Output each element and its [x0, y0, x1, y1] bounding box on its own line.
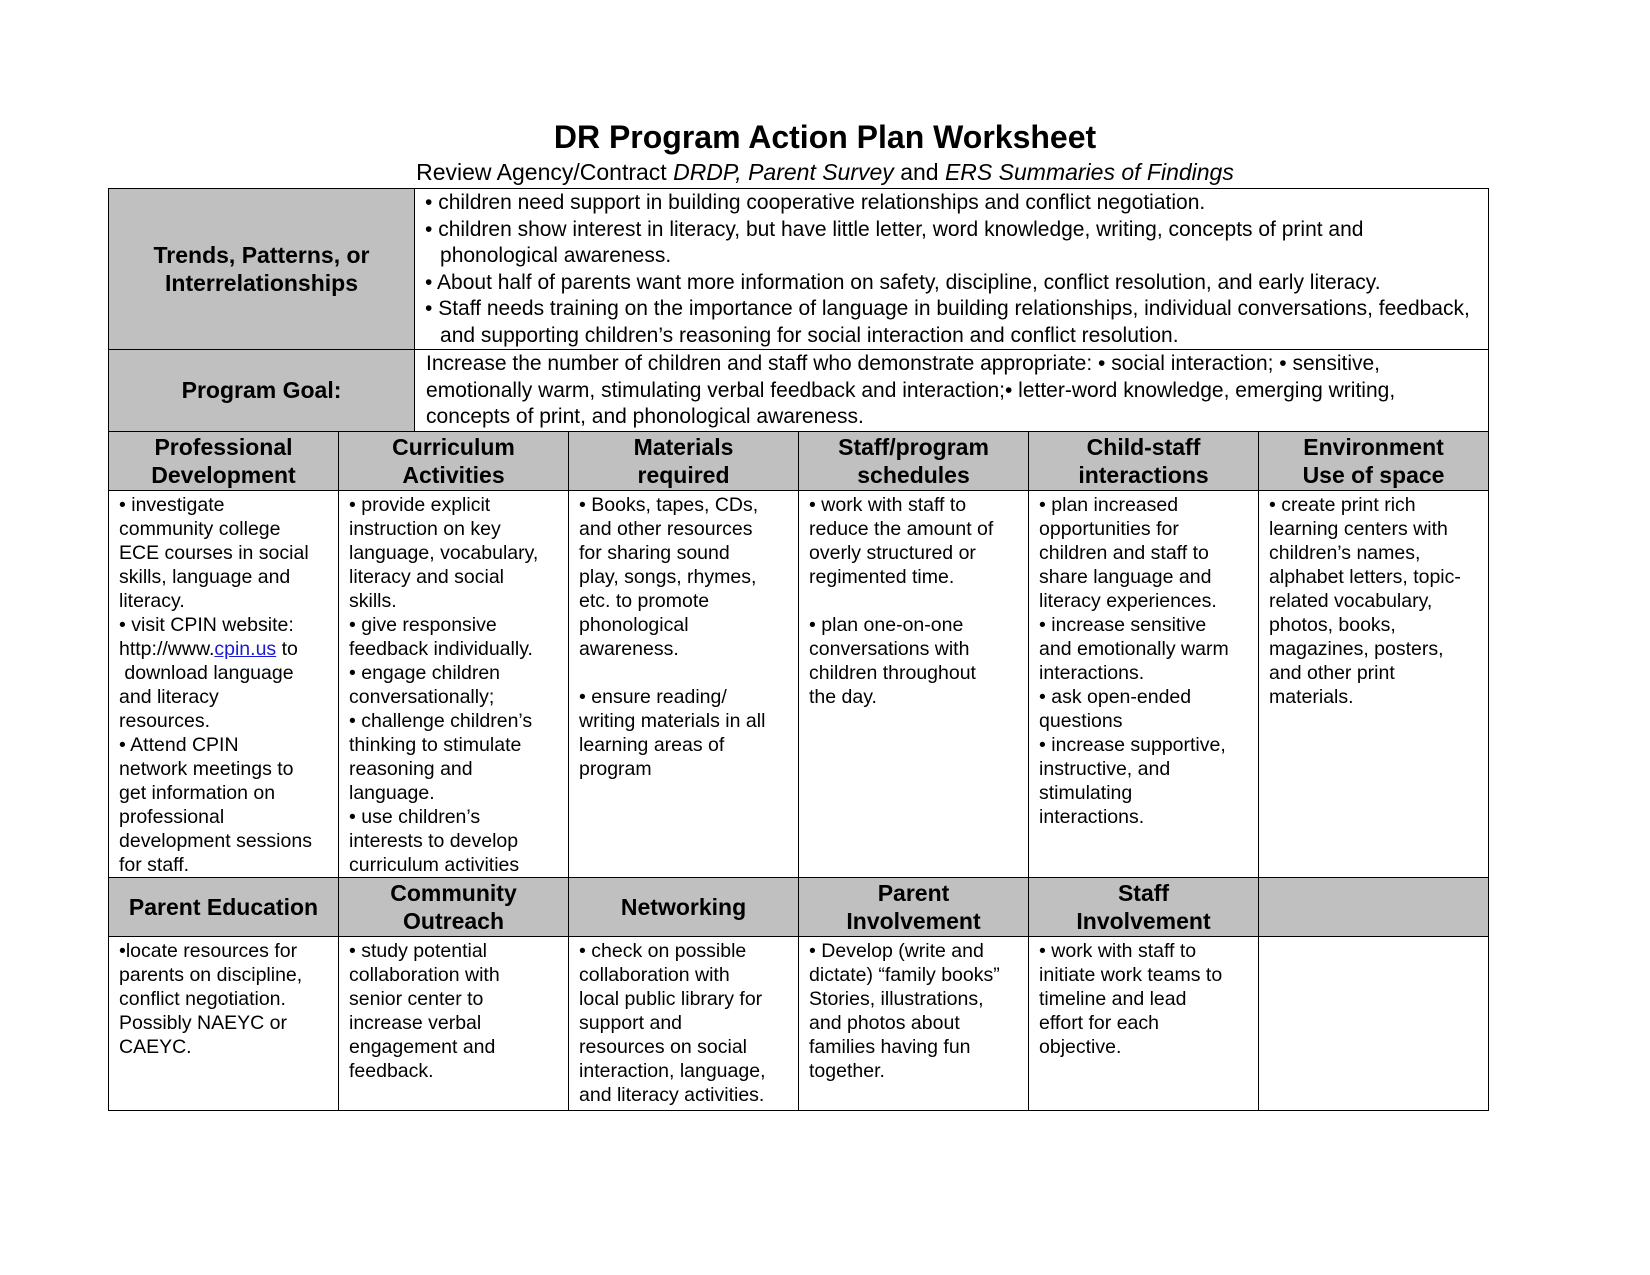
- cell-line: interactions.: [1039, 805, 1145, 828]
- header-community-outreach: [339, 877, 569, 936]
- cell-line: families having fun: [809, 1035, 971, 1058]
- cell-line: • give responsive: [349, 613, 497, 636]
- cell-line: • plan increased: [1039, 493, 1179, 516]
- pd-line: literacy.: [119, 589, 185, 612]
- cell-line: language.: [349, 781, 435, 804]
- cell-line: engagement and: [349, 1035, 496, 1058]
- cell-line: children throughout: [809, 661, 976, 684]
- cell-line: • Books, tapes, CDs,: [579, 493, 759, 516]
- section1-header-row: [109, 431, 1489, 490]
- trends-content-cell: [415, 189, 1489, 350]
- cell-line: and photos about: [809, 1011, 960, 1034]
- cell-line: • create print rich: [1269, 493, 1416, 516]
- header-professional-development: [109, 431, 339, 490]
- header-line: Parent Education: [128, 894, 319, 920]
- header-line: Involvement: [846, 908, 981, 934]
- cell-line: • increase supportive,: [1039, 733, 1226, 756]
- link-prefix: http://www.: [119, 637, 215, 660]
- cell-line: alphabet letters, topic-: [1269, 565, 1461, 588]
- subtitle-part1: Review Agency/Contract: [416, 159, 674, 185]
- cell-line: thinking to stimulate: [349, 733, 522, 756]
- cell-line: [809, 589, 1024, 613]
- trends-label-line2: Interrelationships: [165, 270, 358, 296]
- trends-item: • children need support in building cooperative relationships and conflict negotiation.: [425, 191, 1206, 214]
- cell-line: Stories, illustrations,: [809, 987, 984, 1010]
- curriculum-activities-cell: [339, 490, 569, 877]
- cell-line: collaboration with: [349, 963, 500, 986]
- page-subtitle: [0, 157, 1650, 187]
- header-line: Outreach: [403, 908, 504, 934]
- pd-line: community college: [119, 517, 281, 540]
- cell-line: and literacy activities.: [579, 1083, 765, 1106]
- cell-line: opportunities for: [1039, 517, 1179, 540]
- cell-line: reduce the amount of: [809, 517, 994, 540]
- cell-line: • provide explicit: [349, 493, 491, 516]
- cell-line: support and: [579, 1011, 683, 1034]
- pd-line: get information on: [119, 781, 276, 804]
- cell-line: regimented time.: [809, 565, 955, 588]
- cell-line: play, songs, rhymes,: [579, 565, 757, 588]
- cell-line: share language and: [1039, 565, 1212, 588]
- subtitle-ers: ERS Summaries of Findings: [944, 159, 1234, 185]
- cell-line: etc. to promote: [579, 589, 710, 612]
- pd-line: professional: [119, 805, 225, 828]
- cell-line: learning areas of: [579, 733, 725, 756]
- header-staff-program-schedules: [799, 431, 1029, 490]
- pd-line: • investigate: [119, 493, 225, 516]
- cell-line: parents on discipline,: [119, 963, 303, 986]
- materials-required-cell: [569, 490, 799, 877]
- header-networking: [569, 877, 799, 936]
- cell-line: the day.: [809, 685, 877, 708]
- pd-line: resources.: [119, 709, 211, 732]
- cell-line: collaboration with: [579, 963, 730, 986]
- cell-line: conversations with: [809, 637, 970, 660]
- cell-line: language, vocabulary,: [349, 541, 539, 564]
- cell-line: instructive, and: [1039, 757, 1171, 780]
- subtitle-part2: and: [893, 159, 945, 185]
- cell-line: • challenge children’s: [349, 709, 533, 732]
- community-outreach-cell: [339, 936, 569, 1110]
- cell-line: • check on possible: [579, 939, 747, 962]
- header-line: Activities: [402, 462, 505, 488]
- cell-line: and emotionally warm: [1039, 637, 1229, 660]
- pd-line: skills, language and: [119, 565, 291, 588]
- trends-label-line1: Trends, Patterns, or: [153, 242, 370, 268]
- cell-line: •locate resources for: [119, 939, 298, 962]
- header-line: schedules: [857, 462, 970, 488]
- pd-line: development sessions: [119, 829, 312, 852]
- cell-line: [579, 661, 794, 685]
- cell-line: magazines, posters,: [1269, 637, 1444, 660]
- environment-cell: [1259, 490, 1489, 877]
- cell-line: photos, books,: [1269, 613, 1396, 636]
- professional-development-cell: [109, 490, 339, 877]
- trends-label-cell: [109, 189, 415, 350]
- cell-line: Possibly NAEYC or: [119, 1011, 287, 1034]
- goal-row: [109, 350, 1489, 432]
- header-parent-education: [109, 877, 339, 936]
- cell-line: writing materials in all: [579, 709, 766, 732]
- cell-line: overly structured or: [809, 541, 976, 564]
- cell-line: conversationally;: [349, 685, 495, 708]
- link-suffix: to: [276, 637, 298, 660]
- cell-line: interactions.: [1039, 661, 1145, 684]
- subtitle-drdp: DRDP, Parent Survey: [673, 159, 894, 185]
- cell-line: timeline and lead: [1039, 987, 1187, 1010]
- cell-line: literacy experiences.: [1039, 589, 1217, 612]
- cell-line: related vocabulary,: [1269, 589, 1433, 612]
- pd-line: download language: [119, 661, 294, 684]
- cell-line: children’s names,: [1269, 541, 1421, 564]
- header-line: interactions: [1078, 462, 1209, 488]
- cell-line: increase verbal: [349, 1011, 482, 1034]
- cell-line: together.: [809, 1059, 885, 1082]
- header-line: Use of space: [1302, 462, 1445, 488]
- cell-line: • use children’s: [349, 805, 481, 828]
- header-line: Involvement: [1076, 908, 1211, 934]
- trends-item: • children show interest in literacy, but have little letter, word knowledge, writing, concepts of print and phonological awareness.: [425, 217, 1364, 267]
- empty-cell: [1259, 936, 1489, 1110]
- section2-body-row: [109, 936, 1489, 1110]
- section1-body-row: [109, 490, 1489, 877]
- header-line: Networking: [620, 894, 747, 920]
- cell-line: local public library for: [579, 987, 763, 1010]
- header-empty: [1259, 877, 1489, 936]
- pd-line: • Attend CPIN: [119, 733, 239, 756]
- cell-line: feedback individually.: [349, 637, 533, 660]
- cell-line: CAEYC.: [119, 1035, 192, 1058]
- cell-line: program: [579, 757, 652, 780]
- pd-line: network meetings to: [119, 757, 294, 780]
- parent-education-cell: [109, 936, 339, 1110]
- cell-line: interests to develop: [349, 829, 519, 852]
- cell-line: conflict negotiation.: [119, 987, 286, 1010]
- cell-line: resources on social: [579, 1035, 748, 1058]
- page-title: DR Program Action Plan Worksheet: [553, 119, 1097, 155]
- cpin-link[interactable]: cpin.us: [214, 637, 277, 660]
- cell-line: • study potential: [349, 939, 487, 962]
- cell-line: materials.: [1269, 685, 1354, 708]
- cell-line: senior center to: [349, 987, 484, 1010]
- cell-line: instruction on key: [349, 517, 501, 540]
- header-line: Professional: [154, 434, 293, 460]
- cell-line: • increase sensitive: [1039, 613, 1207, 636]
- header-line: Staff: [1117, 880, 1170, 906]
- cell-line: questions: [1039, 709, 1123, 732]
- action-plan-table: [108, 188, 1489, 1111]
- cell-line: • ask open-ended: [1039, 685, 1192, 708]
- cell-line: and other resources: [579, 517, 753, 540]
- header-parent-involvement: [799, 877, 1029, 936]
- pd-line: • visit CPIN website:: [119, 613, 294, 636]
- header-line: Development: [151, 462, 296, 488]
- header-curriculum-activities: [339, 431, 569, 490]
- header-materials-required: [569, 431, 799, 490]
- cell-line: objective.: [1039, 1035, 1122, 1058]
- cell-line: • ensure reading/: [579, 685, 727, 708]
- goal-text: Increase the number of children and staff who demonstrate appropriate: • social interaction; • sensitive, emotionally warm, stimulating verbal feedback and interaction;• letter-word knowledge, emerging writing, concepts of print, and phonological awareness.: [415, 350, 1489, 432]
- cell-line: for sharing sound: [579, 541, 730, 564]
- section2-header-row: [109, 877, 1489, 936]
- header-environment-use-of-space: [1259, 431, 1489, 490]
- header-line: required: [637, 462, 730, 488]
- cell-line: stimulating: [1039, 781, 1133, 804]
- goal-label-cell: Program Goal:: [109, 350, 415, 432]
- cell-line: phonological: [579, 613, 689, 636]
- cell-line: awareness.: [579, 637, 679, 660]
- header-line: Parent: [877, 880, 950, 906]
- header-line: Environment: [1303, 434, 1444, 460]
- staff-schedules-cell: [799, 490, 1029, 877]
- cell-line: children and staff to: [1039, 541, 1209, 564]
- header-line: Curriculum: [392, 434, 515, 460]
- pd-link-line: [119, 637, 334, 661]
- cell-line: • work with staff to: [1039, 939, 1197, 962]
- header-line: Community: [390, 880, 517, 906]
- cell-line: literacy and social: [349, 565, 504, 588]
- cell-line: skills.: [349, 589, 397, 612]
- header-line: Materials: [633, 434, 734, 460]
- pd-line: for staff.: [119, 853, 190, 876]
- cell-line: curriculum activities: [349, 853, 520, 876]
- child-staff-interactions-cell: [1029, 490, 1259, 877]
- cell-line: effort for each: [1039, 1011, 1159, 1034]
- staff-involvement-cell: [1029, 936, 1259, 1110]
- cell-line: • work with staff to: [809, 493, 967, 516]
- cell-line: • Develop (write and: [809, 939, 984, 962]
- networking-cell: [569, 936, 799, 1110]
- cell-line: interaction, language,: [579, 1059, 766, 1082]
- header-staff-involvement: [1029, 877, 1259, 936]
- cell-line: feedback.: [349, 1059, 434, 1082]
- cell-line: and other print: [1269, 661, 1395, 684]
- cell-line: • plan one-on-one: [809, 613, 964, 636]
- cell-line: initiate work teams to: [1039, 963, 1223, 986]
- pd-line: and literacy: [119, 685, 219, 708]
- header-line: Child-staff: [1086, 434, 1201, 460]
- cell-line: • engage children: [349, 661, 501, 684]
- header-line: Staff/program: [838, 434, 989, 460]
- cell-line: reasoning and: [349, 757, 473, 780]
- cell-line: dictate) “family books”: [809, 963, 1000, 986]
- cell-line: learning centers with: [1269, 517, 1448, 540]
- trends-item: • Staff needs training on the importance of language in building relationships, individual conversations, feedback, and supporting children’s reasoning for social interaction and conflict resolution.: [425, 297, 1470, 347]
- trends-row: [109, 189, 1489, 350]
- header-child-staff-interactions: [1029, 431, 1259, 490]
- pd-line: ECE courses in social: [119, 541, 309, 564]
- trends-item: • About half of parents want more information on safety, discipline, conflict resolution, and early literacy.: [425, 270, 1381, 294]
- parent-involvement-cell: [799, 936, 1029, 1110]
